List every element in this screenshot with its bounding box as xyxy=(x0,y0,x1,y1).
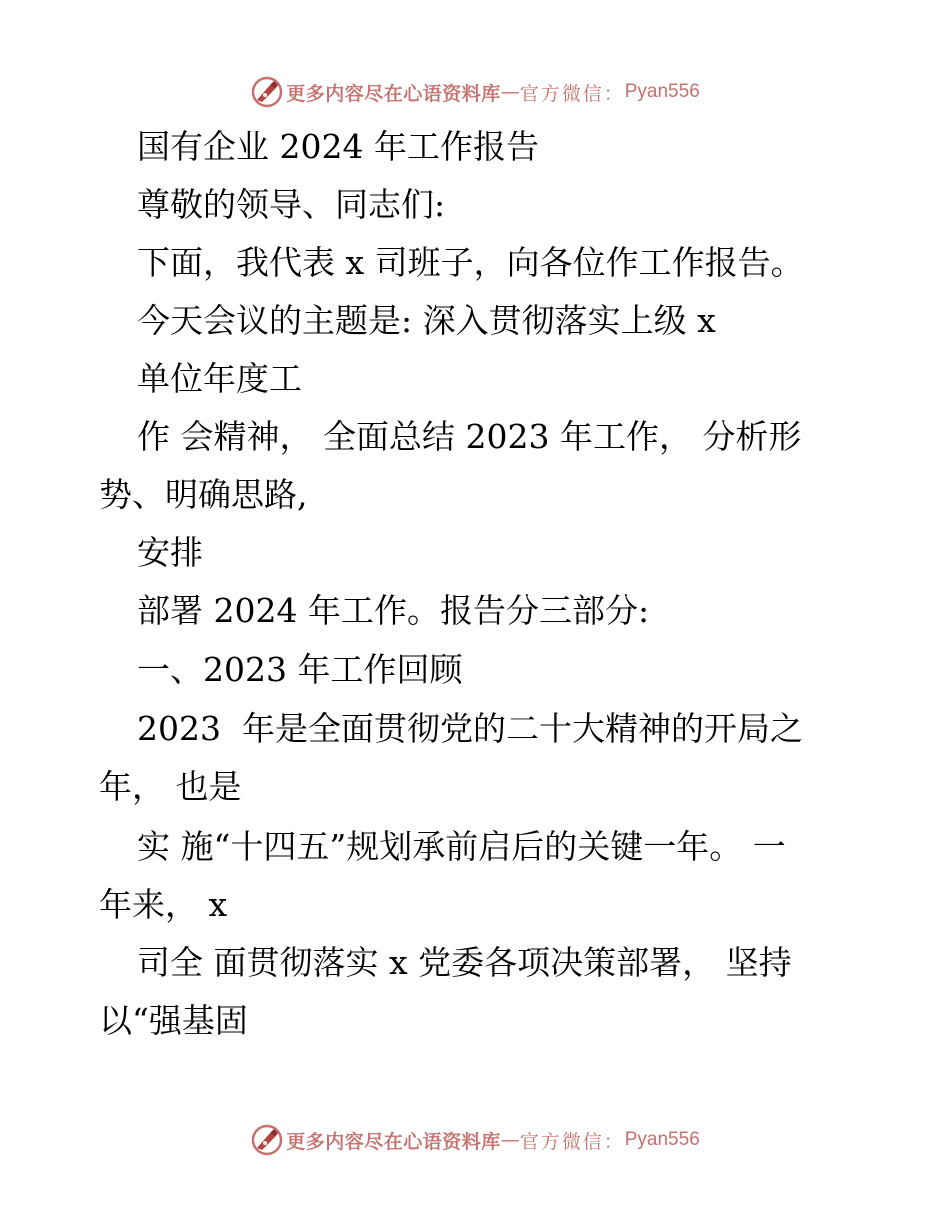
paragraph-line: 单位年度工 xyxy=(137,359,302,398)
paragraph-line: 年， 也是 xyxy=(99,767,242,806)
document-title: 国有企业 2024 年工作报告 xyxy=(137,127,539,166)
pen-nib-logo-icon xyxy=(250,1123,284,1157)
paragraph-line: 年来， x xyxy=(99,885,228,924)
watermark-wechat-id: Pyan556 xyxy=(624,1129,700,1150)
watermark-separator: — xyxy=(500,1129,520,1151)
section-heading: 一、2023 年工作回顾 xyxy=(137,650,463,689)
watermark-separator: — xyxy=(500,81,520,103)
paragraph-line: 下面，我代表 x 司班子，向各位作工作报告。 xyxy=(137,243,804,282)
paragraph-line: 司全 面贯彻落实 x 党委各项决策部署， 坚持 xyxy=(137,943,792,982)
watermark-header xyxy=(0,72,950,112)
watermark-footer xyxy=(0,1120,950,1160)
watermark-wechat-label: 官方微信： xyxy=(519,82,625,105)
watermark-wechat-label: 官方微信： xyxy=(519,1130,625,1153)
watermark-brand-text: 更多内容尽在心语资料库 xyxy=(286,1130,501,1153)
paragraph-line: 实 施“十四五”规划承前启后的关键一年。 一 xyxy=(137,827,786,866)
watermark-brand-text: 更多内容尽在心语资料库 xyxy=(286,82,501,105)
paragraph-line: 部署 2024 年工作。报告分三部分: xyxy=(137,591,650,630)
paragraph-line: 今天会议的主题是: 深入贯彻落实上级 x xyxy=(137,301,716,340)
paragraph-line: 尊敬的领导、同志们: xyxy=(137,185,446,224)
paragraph-line: 作 会精神， 全面总结 2023 年工作， 分析形 xyxy=(137,417,802,456)
paragraph-line: 以“强基固 xyxy=(99,1001,248,1040)
paragraph-line: 安排 xyxy=(137,533,203,572)
paragraph-line: 2023 年是全面贯彻党的二十大精神的开局之 xyxy=(137,709,803,748)
paragraph-line: 势、明确思路, xyxy=(99,475,308,514)
watermark-wechat-id: Pyan556 xyxy=(624,81,700,102)
pen-nib-logo-icon xyxy=(250,75,284,109)
